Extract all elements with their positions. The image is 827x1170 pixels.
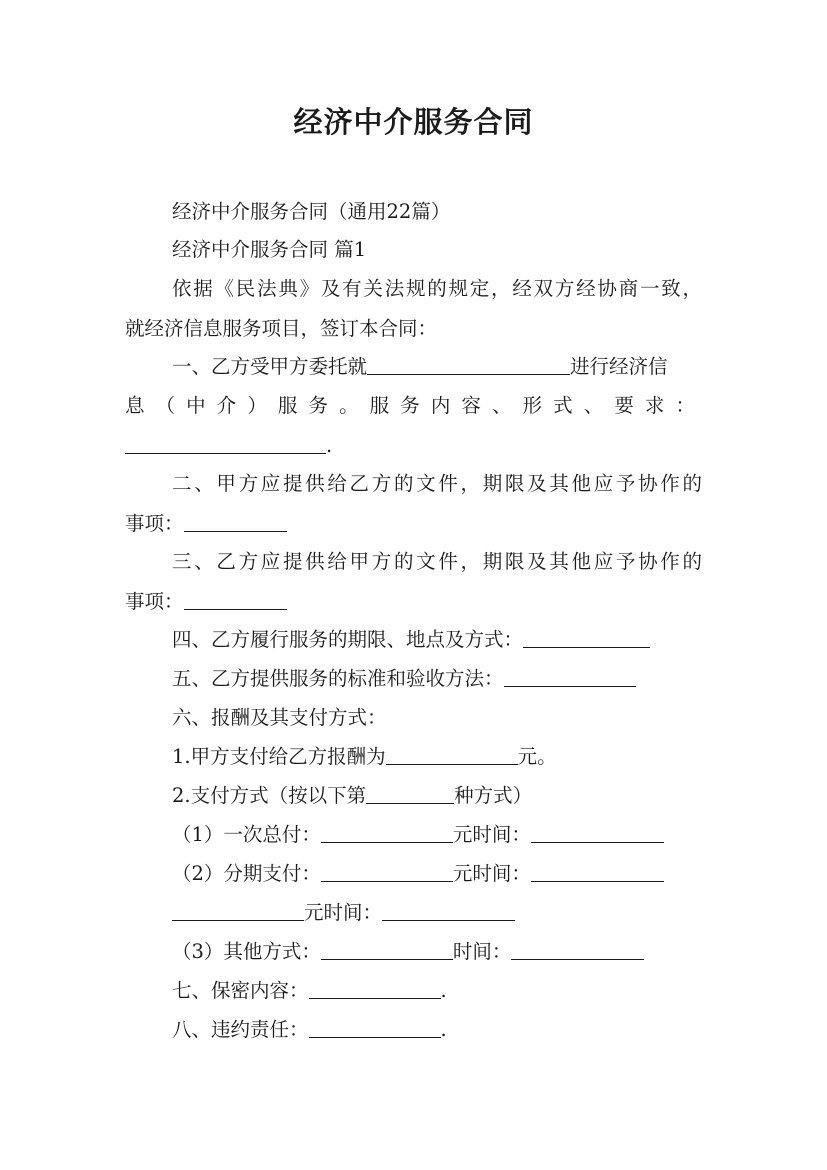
blank-field	[184, 513, 287, 532]
blank-field	[366, 785, 454, 804]
blank-field	[531, 824, 664, 843]
paragraph-line	[172, 626, 650, 654]
clause-text: 事项：	[125, 512, 184, 535]
paragraph-line	[125, 510, 287, 538]
clause-text: （1）一次总付：	[172, 823, 321, 846]
clause-text: （2）分期支付：	[172, 862, 321, 885]
paragraph-line	[172, 1016, 447, 1044]
paragraph-line	[172, 665, 636, 693]
paragraph-line	[172, 938, 644, 966]
paragraph-line	[172, 353, 702, 381]
clause-text: 种方式）	[454, 784, 533, 807]
clause-text: 时间：	[452, 940, 512, 963]
blank-field	[367, 356, 570, 375]
section-heading: 经济中介服务合同 篇1	[172, 238, 367, 261]
blank-field	[125, 435, 326, 454]
blank-field	[504, 668, 636, 687]
clause-text: （3）其他方式：	[172, 940, 321, 963]
clause-text: 五、乙方提供服务的标准和验收方法：	[172, 667, 504, 690]
blank-field	[309, 1019, 441, 1038]
document-title: 经济中介服务合同	[293, 105, 534, 139]
paragraph-line: 三、乙方应提供给甲方的文件，期限及其他应予协作的	[172, 550, 702, 573]
blank-field	[172, 902, 304, 921]
paragraph-line	[172, 782, 532, 810]
blank-field	[321, 863, 453, 882]
paragraph-line: 息（中介）服务。服务内容、形式、要求：	[125, 394, 695, 417]
clause-text: 元。	[517, 745, 557, 768]
paragraph-line: 就经济信息服务项目，签订本合同：	[125, 317, 438, 340]
blank-field	[386, 746, 518, 765]
paragraph-line	[172, 977, 447, 1005]
clause-text: 八、违约责任：	[172, 1018, 309, 1041]
clause-text: .	[440, 979, 447, 1002]
clause-text: 进行经济信	[570, 355, 668, 378]
clause-text: .	[440, 1018, 447, 1041]
paragraph-line	[172, 899, 515, 927]
paragraph-line: 依据《民法典》及有关法规的规定，经双方经协商一致，	[172, 277, 702, 300]
clause-text: 四、乙方履行服务的期限、地点及方式：	[172, 628, 524, 651]
paragraph-line	[172, 821, 664, 849]
paragraph-line	[125, 588, 287, 616]
blank-field	[382, 902, 515, 921]
clause-text: 1.甲方支付给乙方报酬为	[172, 745, 386, 768]
clause-text: 七、保密内容：	[172, 979, 309, 1002]
blank-field	[511, 941, 644, 960]
paragraph-line: 六、报酬及其支付方式：	[172, 706, 387, 729]
clause-text: 元时间：	[452, 862, 531, 885]
clause-text: 2.支付方式（按以下第	[172, 784, 367, 807]
paragraph-line	[125, 432, 332, 460]
paragraph-line	[172, 860, 664, 888]
blank-field	[321, 824, 453, 843]
clause-text: 元时间：	[304, 901, 383, 924]
blank-field	[309, 980, 441, 999]
clause-text: .	[326, 434, 333, 457]
blank-field	[321, 941, 453, 960]
paragraph-line: 二、甲方应提供给乙方的文件，期限及其他应予协作的	[172, 472, 702, 495]
blank-field	[523, 629, 650, 648]
clause-text: 一、乙方受甲方委托就	[172, 355, 368, 378]
clause-text: 元时间：	[452, 823, 531, 846]
paragraph-line	[172, 743, 557, 771]
clause-text: 事项：	[125, 590, 184, 613]
blank-field	[531, 863, 664, 882]
subtitle-line: 经济中介服务合同（通用22篇）	[172, 200, 451, 223]
blank-field	[184, 591, 287, 610]
